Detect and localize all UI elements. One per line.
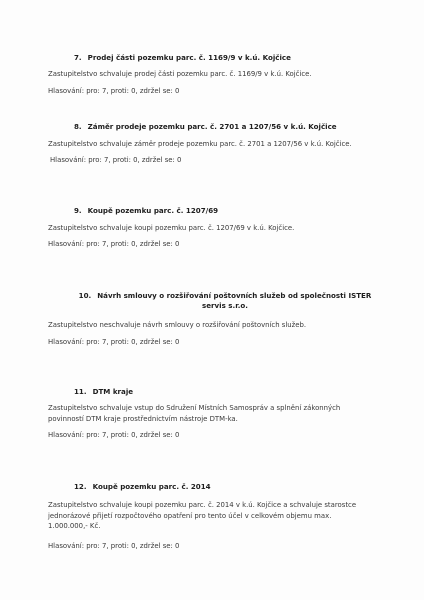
resolution-text: Zastupitelstvo schvaluje záměr prodeje pozemku parc. č. 2701 a 1207/56 v k.ú. Kojčice. [48,140,352,148]
vote-result: Hlasování: pro: 7, proti: 0, zdržel se: 0 [48,542,180,550]
item-number: 10. [78,291,92,300]
resolution-text: Zastupitelstvo schvaluje prodej části pozemku parc. č. 1169/9 v k.ú. Kojčice. [48,70,312,78]
vote-result: Hlasování: pro: 7, proti: 0, zdržel se: 0 [48,87,180,95]
vote-result: Hlasování: pro: 7, proti: 0, zdržel se: 0 [50,156,182,164]
item-number: 12. [74,482,87,491]
vote-result: Hlasování: pro: 7, proti: 0, zdržel se: 0 [48,338,180,346]
item-title: Koupě pozemku parc. č. 2014 [92,482,211,491]
item-number: 8. [74,122,82,131]
item-number: 9. [74,206,82,215]
item-title: Návrh smlouvy o rozšiřování poštovních služeb od společnosti ISTER servis s.r.o. [97,291,372,310]
resolution-text: Zastupitelstvo schvaluje vstup do Sdružení Místních Samospráv a splnění zákonných povinností DTM kraje prostřednictvím nástroje DTM-ka. [48,404,341,423]
item-number: 7. [74,53,82,62]
item-heading [74,122,374,132]
item-heading [74,482,374,492]
resolution-text: Zastupitelstvo schvaluje koupi pozemku parc. č. 2014 v k.ú. Kojčice a schvaluje starostce jednorázové přijetí rozpočtového opatření pro tento účel v celkovém objemu max. 1.000.000,- Kč. [48,501,357,530]
vote-result: Hlasování: pro: 7, proti: 0, zdržel se: 0 [48,431,180,439]
item-title: DTM kraje [92,387,134,396]
item-title: Koupě pozemku parc. č. 1207/69 [87,206,219,215]
item-number: 11. [74,387,87,396]
item-title: Záměr prodeje pozemku parc. č. 2701 a 1207/56 v k.ú. Kojčice [87,122,337,131]
vote-result: Hlasování: pro: 7, proti: 0, zdržel se: 0 [48,240,180,248]
item-title: Prodej části pozemku parc. č. 1169/9 v k.ú. Kojčice [87,53,291,62]
item-heading [74,206,374,216]
item-heading [74,291,376,310]
resolution-text: Zastupitelstvo schvaluje koupi pozemku parc. č. 1207/69 v k.ú. Kojčice. [48,224,295,232]
item-heading [74,387,374,397]
item-heading [74,53,374,63]
resolution-text: Zastupitelstvo neschvaluje návrh smlouvy o rozšiřování poštovních služeb. [48,321,307,329]
